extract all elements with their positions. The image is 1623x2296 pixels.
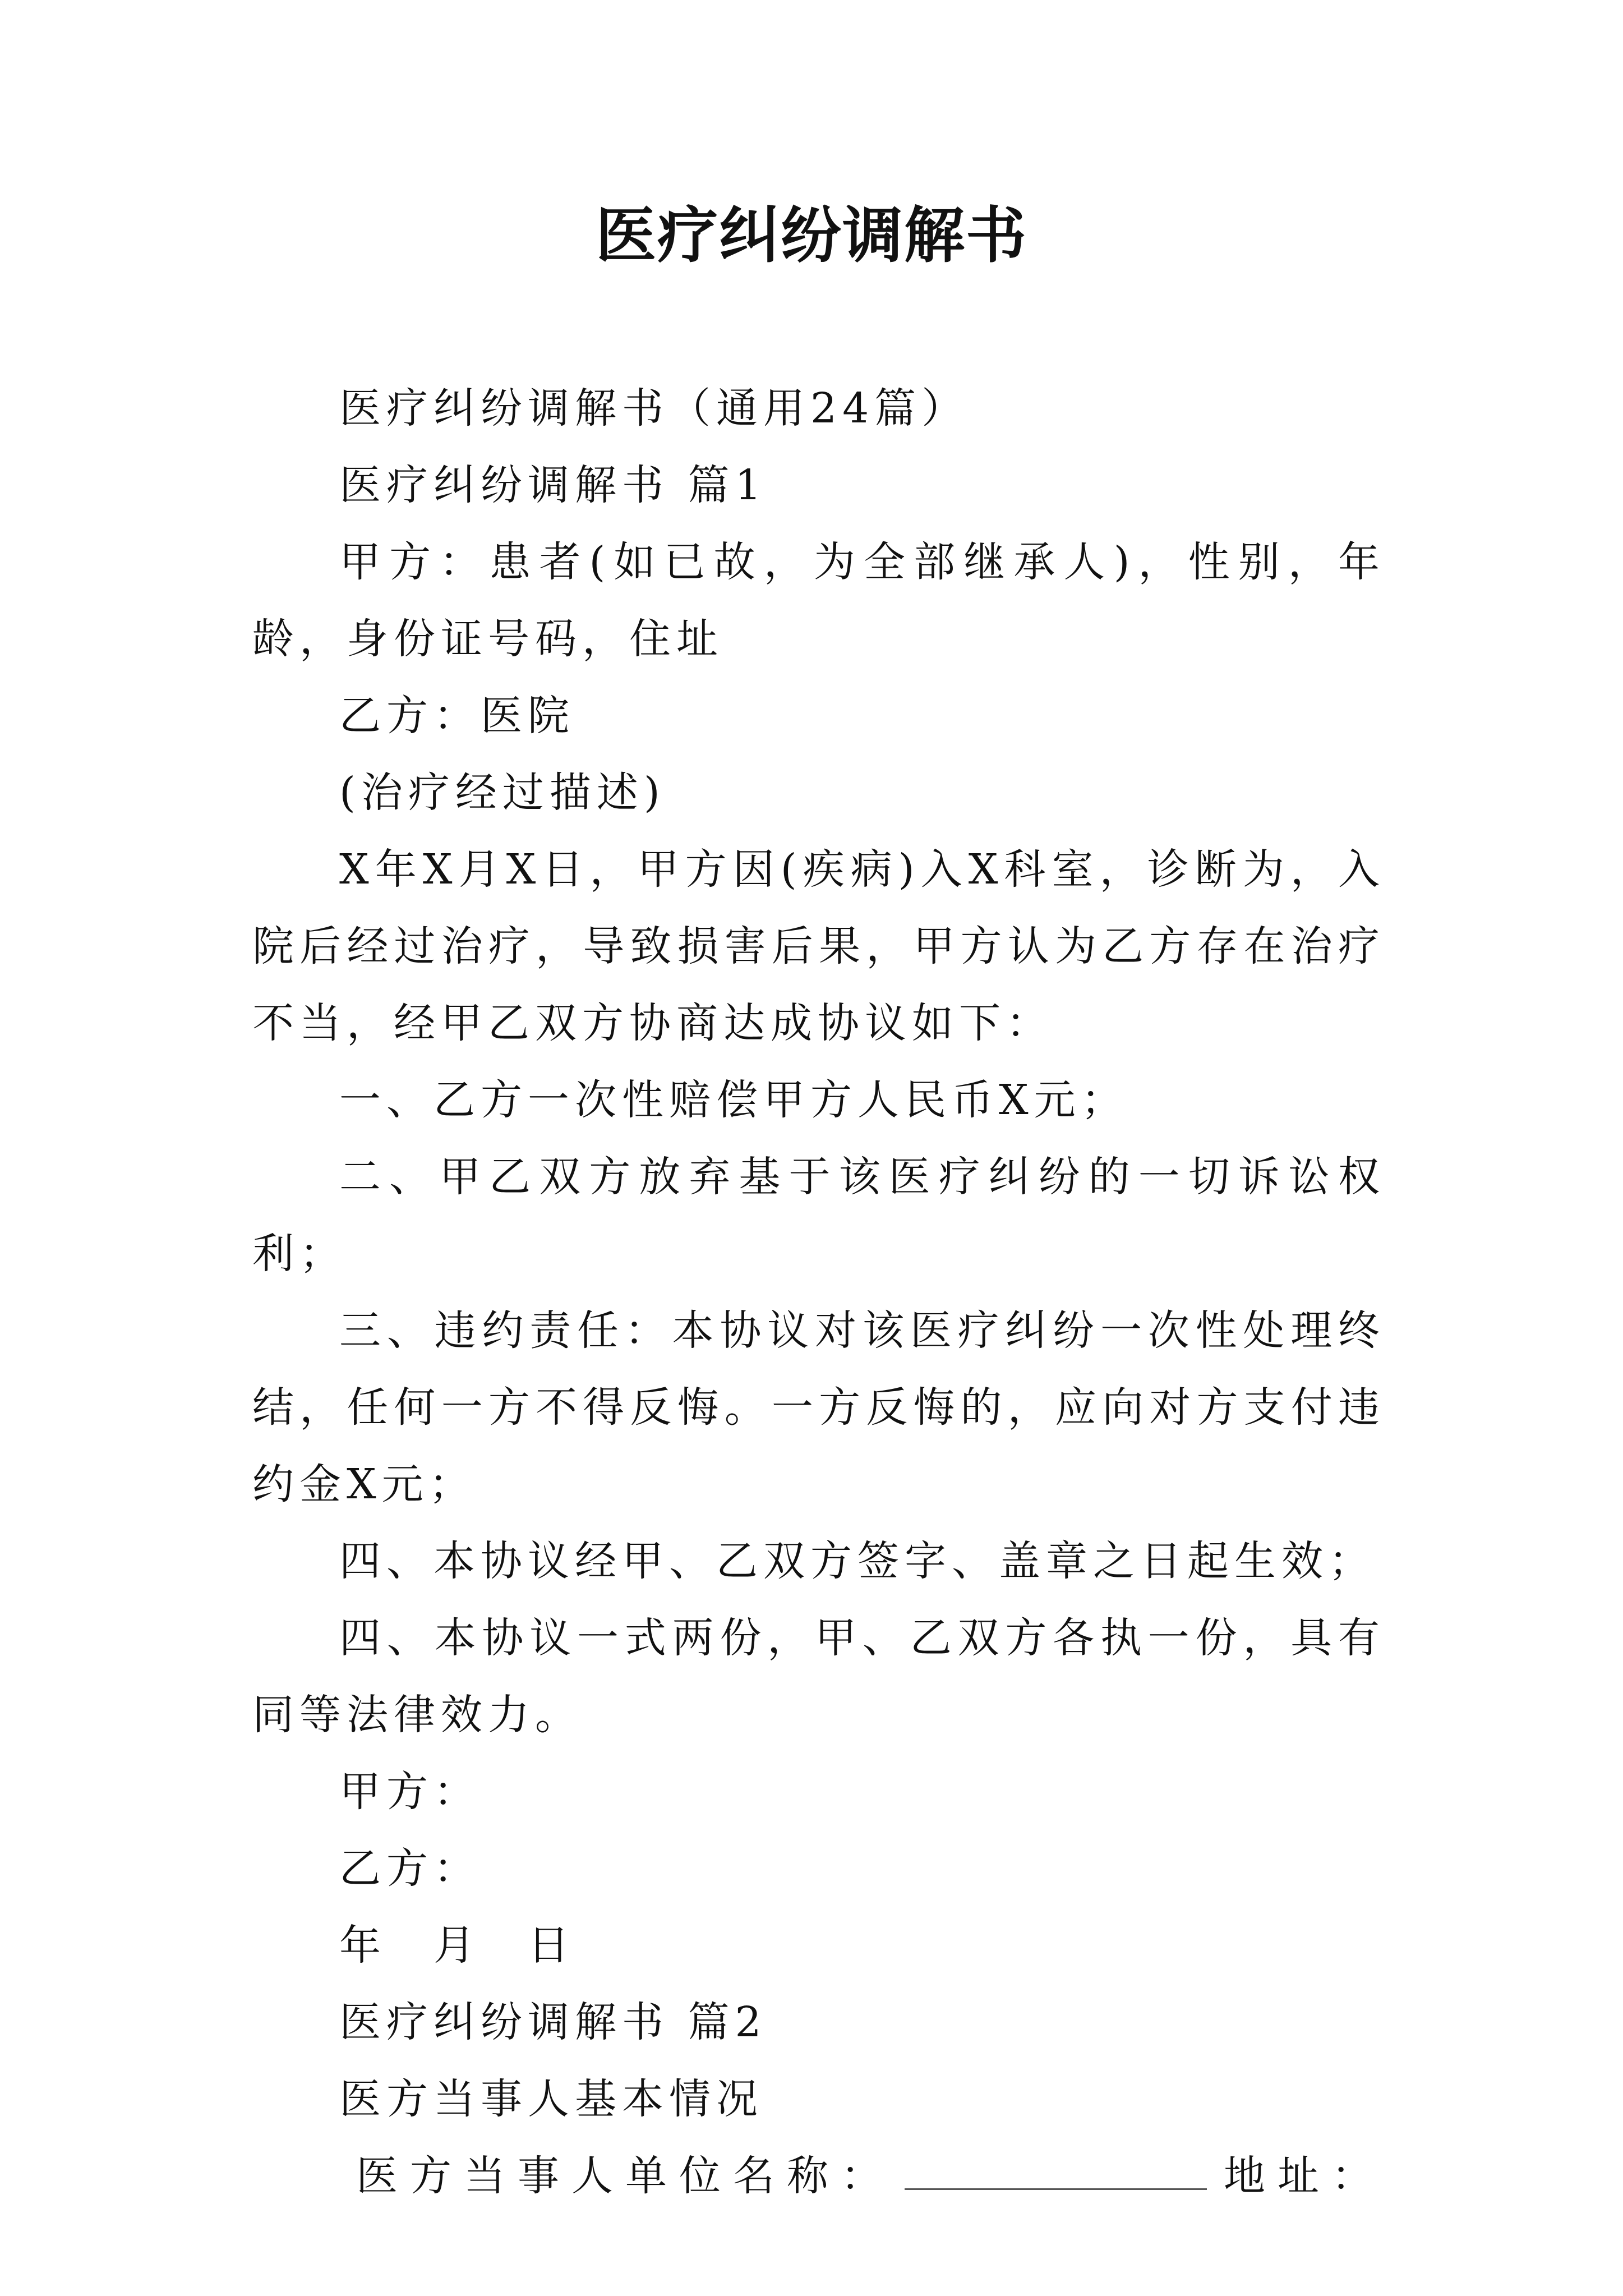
paragraph-clause-4a: 四、本协议经甲、乙双方签字、盖章之日起生效； xyxy=(339,1537,1376,1585)
signature-party-a: 甲方： xyxy=(339,1768,481,1816)
medical-party-name-row xyxy=(252,2138,1385,2215)
paragraph-clause-4b: 四、本协议一式两份，甲、乙双方各执一份，具有同等法律效力。 xyxy=(252,1614,1385,1739)
paragraph-clause-1: 一、乙方一次性赔偿甲方人民币X元； xyxy=(339,1076,1128,1124)
paragraph-clause-2: 二、甲乙双方放弃基于该医疗纠纷的一切诉讼权利； xyxy=(252,1153,1385,1278)
paragraph-party-b: 乙方：医院 xyxy=(339,692,575,740)
paragraph-section-2-heading: 医疗纠纷调解书 篇2 xyxy=(339,1998,767,2046)
paragraph-medical-party-info: 医方当事人基本情况 xyxy=(339,2075,763,2123)
paragraph-party-a: 甲方：患者(如已故，为全部继承人)，性别，年龄，身份证号码，住址 xyxy=(252,538,1385,663)
document-body xyxy=(252,370,1385,2215)
paragraph-subtitle: 医疗纠纷调解书（通用24篇） xyxy=(339,384,969,432)
medical-party-name-label: 医方当事人单位名称： xyxy=(356,2152,895,2200)
signature-party-b: 乙方： xyxy=(339,1844,481,1893)
address-label: 地址： xyxy=(1224,2152,1385,2200)
paragraph-treatment-description: X年X月X日，甲方因(疾病)入X科室，诊断为，入院后经过治疗，导致损害后果，甲方认为乙方存在治疗不当，经甲乙双方协商达成协议如下： xyxy=(252,845,1385,1047)
paragraph-section-1-heading: 医疗纠纷调解书 篇1 xyxy=(339,461,767,509)
paragraph-treatment-note: (治疗经过描述) xyxy=(339,769,666,817)
document-title: 医疗纠纷调解书 xyxy=(595,200,1027,271)
medical-party-name-blank[interactable] xyxy=(905,2149,1207,2190)
paragraph-clause-3: 三、违约责任：本协议对该医疗纠纷一次性处理终结，任何一方不得反悔。一方反悔的，应向对方支付违约金X元； xyxy=(252,1306,1385,1508)
signature-date: 年 月 日 xyxy=(339,1921,575,1970)
